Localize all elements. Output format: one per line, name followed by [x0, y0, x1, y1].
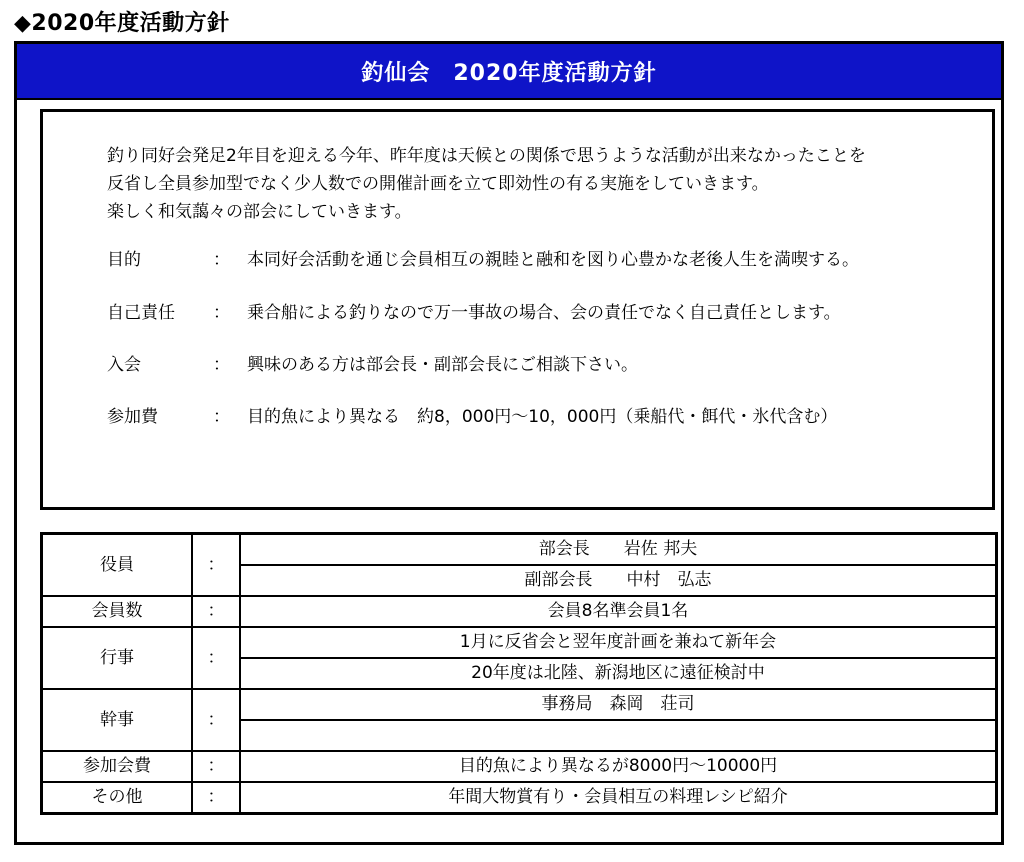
fee-label: 参加会費	[42, 751, 193, 782]
events-separator: ：	[192, 627, 240, 689]
policy-box	[40, 109, 995, 510]
other-separator: ：	[192, 782, 240, 814]
policy-separator: ：	[213, 355, 230, 375]
officers-value: 副部会長 中村 弘志	[240, 565, 997, 596]
other-value: 年間大物賞有り・会員相互の料理レシピ紹介	[240, 782, 997, 814]
other-label: その他	[42, 782, 193, 814]
table-row	[42, 751, 997, 782]
banner-title: 釣仙会 2020年度活動方針	[17, 44, 1001, 100]
members-value: 会員8名準会員1名	[240, 596, 997, 627]
table-row	[42, 689, 997, 720]
members-label: 会員数	[42, 596, 193, 627]
policy-label: 自己責任	[107, 303, 175, 323]
policy-value: 乗合船による釣りなので万一事故の場合、会の責任でなく自己責任とします。	[247, 303, 841, 323]
info-table	[40, 532, 998, 815]
page-title: ◆2020年度活動方針	[14, 11, 230, 36]
events-value: 1月に反省会と翌年度計画を兼ねて新年会	[240, 627, 997, 658]
officers-separator: ：	[192, 534, 240, 597]
events-label: 行事	[42, 627, 193, 689]
officers-label: 役員	[42, 534, 193, 597]
secretary-value	[240, 720, 997, 751]
intro-line: 反省し全員参加型でなく少人数での開催計画を立て即効性の有る実施をしていきます。	[107, 174, 769, 194]
table-row	[42, 782, 997, 814]
fee-value: 目的魚により異なるが8000円～10000円	[240, 751, 997, 782]
policy-separator: ：	[213, 407, 230, 427]
secretary-label: 幹事	[42, 689, 193, 751]
policy-value: 興味のある方は部会長・副部会長にご相談下さい。	[247, 355, 638, 375]
table-row	[42, 534, 997, 566]
officers-value: 部会長 岩佐 邦夫	[240, 534, 997, 566]
policy-separator: ：	[213, 303, 230, 323]
table-row	[42, 627, 997, 658]
secretary-value: 事務局 森岡 荘司	[240, 689, 997, 720]
secretary-separator: ：	[192, 689, 240, 751]
policy-document-frame	[14, 41, 1004, 845]
intro-line: 楽しく和気藹々の部会にしていきます。	[107, 202, 412, 222]
policy-label: 目的	[107, 250, 141, 270]
fee-separator: ：	[192, 751, 240, 782]
policy-label: 参加費	[107, 407, 158, 427]
intro-line: 釣り同好会発足2年目を迎える今年、昨年度は天候との関係で思うような活動が出来なかったことを	[107, 146, 866, 166]
policy-value: 目的魚により異なる 約8，000円～10，000円（乗船代・餌代・氷代含む）	[247, 407, 838, 427]
events-value: 20年度は北陸、新潟地区に遠征検討中	[240, 658, 997, 689]
members-separator: ：	[192, 596, 240, 627]
policy-value: 本同好会活動を通じ会員相互の親睦と融和を図り心豊かな老後人生を満喫する。	[247, 250, 859, 270]
table-row	[42, 596, 997, 627]
intro-text	[107, 142, 866, 226]
policy-label: 入会	[107, 355, 141, 375]
policy-separator: ：	[213, 250, 230, 270]
